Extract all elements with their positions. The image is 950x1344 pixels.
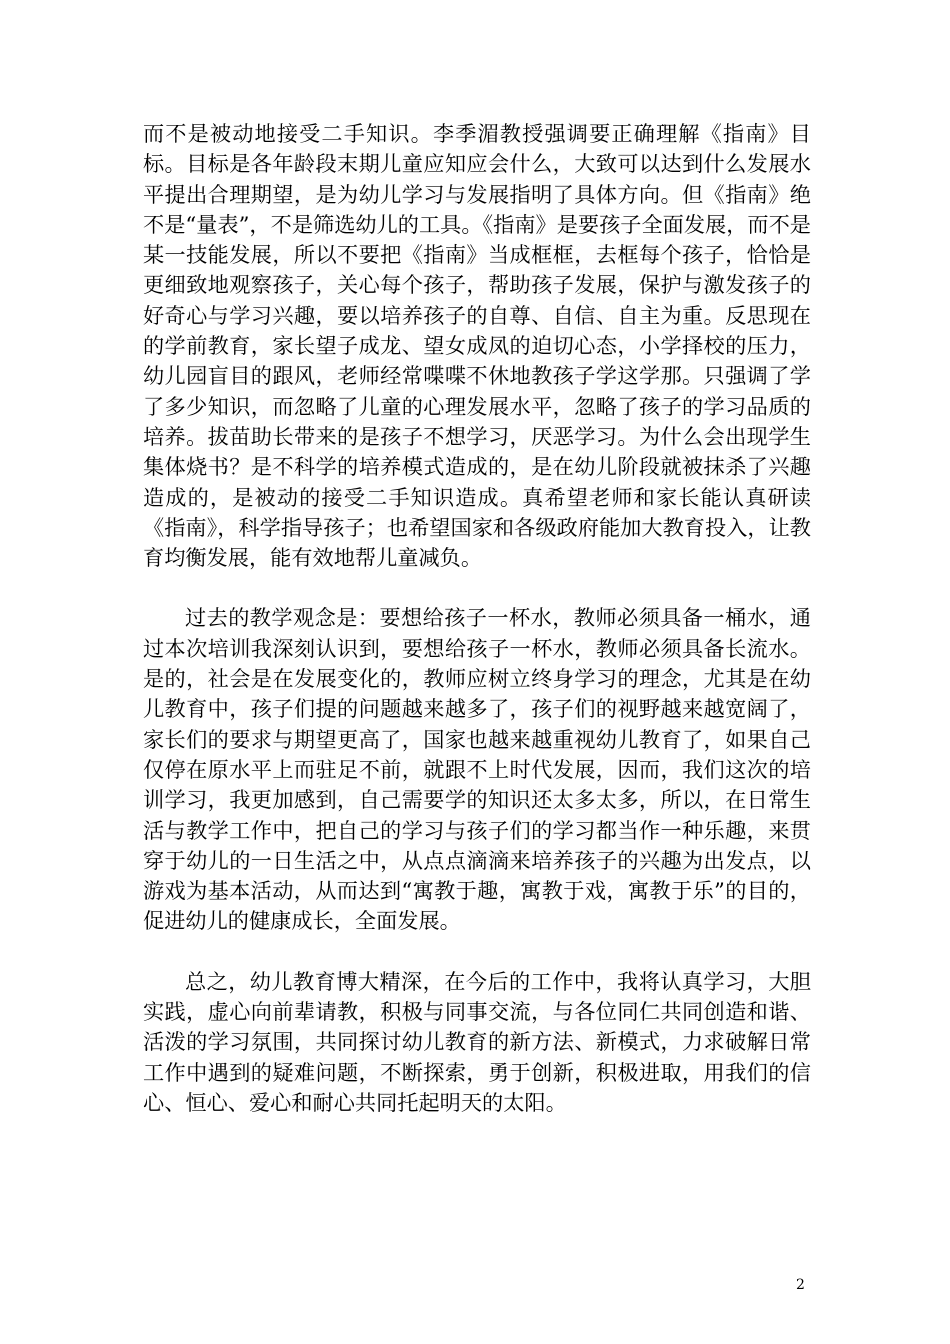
page-number: 2 [796,1277,805,1293]
paragraph-continuation: 而不是被动地接受二手知识。李季湄教授强调要正确理解《指南》目标。目标是各年龄段末期儿童应知应会什么，大致可以达到什么发展水平提出合理期望，是为幼儿学习与发展指明了具体方向。但《指南》绝不是“量表”，不是筛选幼儿的工具。《指南》是要孩子全面发展，而不是某一技能发展，所以不要把《指南》当成框框，去框每个孩子，恰恰是更细致地观察孩子，关心每个孩子，帮助孩子发展，保护与激发孩子的好奇心与学习兴趣，要以培养孩子的自尊、自信、自主为重。反思现在的学前教育，家长望子成龙、望女成凤的迫切心态，小学择校的压力，幼儿园盲目的跟风，老师经常喋喋不休地教孩子学这学那。只强调了学了多少知识，而忽略了儿童的心理发展水平，忽略了孩子的学习品质的培养。拔苗助长带来的是孩子不想学习，厌恶学习。为什么会出现学生集体烧书？是不科学的培养模式造成的，是在幼儿阶段就被抹杀了兴趣造成的，是被动的接受二手知识造成。真希望老师和家长能认真研读《指南》，科学指导孩子；也希望国家和各级政府能加大教育投入，让教育均衡发展，能有效地帮儿童减负。 [143,121,811,571]
paragraph-conclusion: 总之，幼儿教育博大精深，在今后的工作中，我将认真学习，大胆实践，虚心向前辈请教，积极与同事交流，与各位同仁共同创造和谐、活泼的学习氛围，共同探讨幼儿教育的新方法、新模式，力求破解日常工作中遇到的疑难问题，不断探索，勇于创新，积极进取，用我们的信心、恒心、爱心和耐心共同托起明天的太阳。 [143,968,811,1115]
document-body [143,119,811,1118]
paragraph-teaching-concept: 过去的教学观念是：要想给孩子一杯水，教师必须具备一桶水，通过本次培训我深刻认识到，要想给孩子一杯水，教师必须具备长流水。是的，社会是在发展变化的，教师应树立终身学习的理念，尤其是在幼儿教育中，孩子们提的问题越来越多了，孩子们的视野越来越宽阔了，家长们的要求与期望更高了，国家也越来越重视幼儿教育了，如果自己仅停在原水平上而驻足不前，就跟不上时代发展，因而，我们这次的培训学习，我更加感到，自己需要学的知识还太多太多，所以，在日常生活与教学工作中，把自己的学习与孩子们的学习都当作一种乐趣，来贯穿于幼儿的一日生活之中，从点点滴滴来培养孩子的兴趣为出发点，以游戏为基本活动，从而达到“寓教于趣，寓教于戏，寓教于乐”的目的，促进幼儿的健康成长，全面发展。 [143,605,811,934]
